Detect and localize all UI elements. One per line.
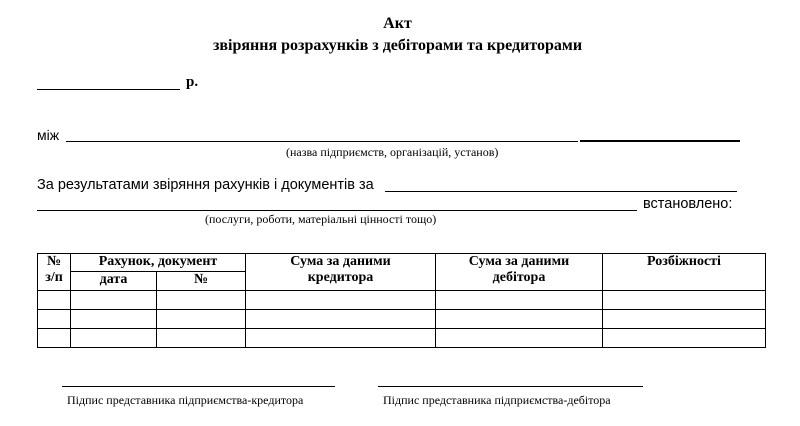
table-cell[interactable] bbox=[246, 310, 436, 329]
header-number-cell bbox=[38, 254, 71, 291]
header-creditor-sum-line2: кредитора bbox=[307, 270, 374, 285]
table-cell[interactable] bbox=[71, 291, 157, 310]
table-cell[interactable] bbox=[436, 291, 603, 310]
header-debtor-sum-line2: дебітора bbox=[492, 270, 546, 285]
table-cell[interactable] bbox=[603, 310, 766, 329]
table-row bbox=[38, 329, 766, 348]
creditor-signature-label: Підпис представника підприємства-кредитора bbox=[67, 393, 304, 407]
header-discrepancies: Розбіжності bbox=[603, 254, 766, 291]
table-cell[interactable] bbox=[157, 291, 246, 310]
date-blank-line[interactable] bbox=[37, 89, 180, 90]
table-cell[interactable] bbox=[603, 329, 766, 348]
table-cell[interactable] bbox=[157, 329, 246, 348]
table-cell[interactable] bbox=[603, 291, 766, 310]
table-cell[interactable] bbox=[436, 310, 603, 329]
table-cell[interactable] bbox=[38, 329, 71, 348]
debtor-signature-line[interactable] bbox=[378, 386, 643, 387]
header-debtor-sum-line1: Сума за даними bbox=[468, 254, 570, 269]
results-period-line[interactable] bbox=[385, 191, 737, 192]
table-cell[interactable] bbox=[246, 329, 436, 348]
parties-blank-line[interactable] bbox=[66, 141, 578, 142]
table-cell[interactable] bbox=[246, 291, 436, 310]
results-hint: (послуги, роботи, матеріальні цінності тощо) bbox=[205, 212, 437, 226]
date-year-suffix: р. bbox=[186, 74, 199, 90]
table-cell[interactable] bbox=[38, 291, 71, 310]
parties-hint: (назва підприємств, організацій, установ) bbox=[286, 145, 499, 159]
document-title: Акт bbox=[383, 15, 412, 32]
header-number-line1: № bbox=[46, 254, 62, 269]
header-debtor-sum-cell bbox=[436, 254, 603, 291]
table-row bbox=[38, 291, 766, 310]
creditor-signature-line[interactable] bbox=[62, 386, 335, 387]
header-number-line2: з/п bbox=[45, 270, 63, 285]
results-established-text: встановлено: bbox=[643, 196, 733, 212]
results-lead-text: За результатами звіряння рахунків і документів за bbox=[37, 177, 374, 193]
parties-label: між bbox=[37, 127, 60, 143]
table-cell[interactable] bbox=[71, 329, 157, 348]
document-subtitle: звіряння розрахунків з дебіторами та кредиторами bbox=[212, 37, 583, 54]
table-cell[interactable] bbox=[71, 310, 157, 329]
table-cell[interactable] bbox=[38, 310, 71, 329]
header-creditor-sum-line1: Сума за даними bbox=[290, 254, 391, 269]
reconciliation-table bbox=[37, 253, 766, 348]
table-row bbox=[38, 310, 766, 329]
table-header-row bbox=[38, 254, 766, 272]
results-subject-line[interactable] bbox=[37, 210, 637, 211]
table-cell[interactable] bbox=[436, 329, 603, 348]
header-creditor-sum-cell bbox=[246, 254, 436, 291]
header-account-document: Рахунок, документ bbox=[71, 254, 246, 272]
header-doc-number: № bbox=[157, 272, 246, 291]
table-cell[interactable] bbox=[157, 310, 246, 329]
parties-blank-line-end[interactable] bbox=[580, 140, 740, 142]
debtor-signature-label: Підпис представника підприємства-дебітора bbox=[383, 393, 611, 407]
header-date: дата bbox=[71, 272, 157, 291]
